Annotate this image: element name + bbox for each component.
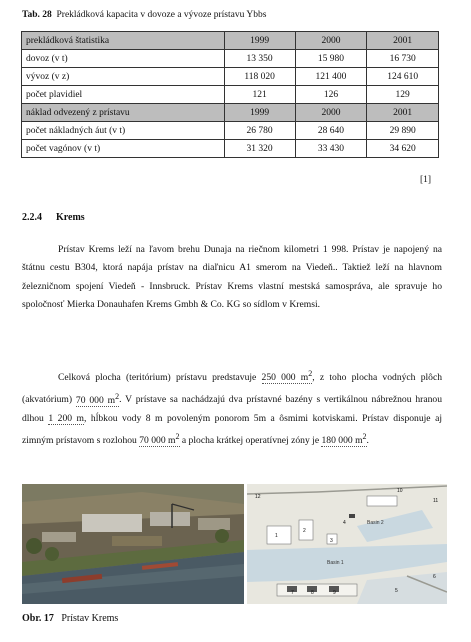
table-header-row — [22, 104, 439, 122]
paragraph-2-text: , hĺbkou vody 8 m povoleným ponorom 5m a ôsmimi kotviskami. Prístav disponuje aj zimným prístavom s rozlohou — [22, 412, 442, 447]
section-number: 2.2.4 — [22, 212, 42, 223]
cell-2000: 2000 — [295, 32, 367, 50]
paragraph-2-text: Celková plocha (teritórium) prístavu predstavuje — [58, 372, 262, 384]
cell-2001: 29 890 — [367, 122, 439, 140]
row-label-cell: prekládková štatistika — [22, 32, 225, 50]
figure-caption-text: Prístav Krems — [61, 613, 119, 624]
cell-1999: 1999 — [224, 104, 295, 122]
table-row — [22, 50, 439, 68]
superscript: 2 — [175, 432, 180, 442]
cell-1999: 31 320 — [224, 140, 295, 158]
quay-length-value: 1 200 m — [48, 412, 85, 424]
map-label-3: 3 — [330, 538, 333, 544]
table-header-row — [22, 32, 439, 50]
water-area-value-text: 70 000 m — [75, 394, 116, 406]
row-label-cell: náklad odvezený z prístavu — [22, 104, 225, 122]
map-label-9: 9 — [333, 590, 336, 596]
map-label-1: 1 — [275, 533, 278, 539]
paragraph-2-text: a plocha krátkej operatívnej zóny je — [179, 435, 322, 447]
cell-2000: 28 640 — [295, 122, 367, 140]
port-map — [247, 484, 447, 604]
paragraph-1: Prístav Krems leží na ľavom brehu Dunaja na riečnom kilometri 1 998. Prístav je napojený na štátnu cestu B304, ktorá napája prístav na diaľnicu A1 smerom na Viedeň.. Taktiež leží na hlavnom železničnom spojení Viedeň - Innsbruck. Prístav Krems vlastní mestská samospráva, ale spravuje ho spoločnosť Mierka Donauhafen Krems Gmbh & Co. KG so sídlom v Kremsi. — [22, 244, 442, 310]
cell-2000: 126 — [295, 86, 367, 104]
row-label-cell: počet vagónov (v t) — [22, 140, 225, 158]
map-label-4: 4 — [343, 520, 346, 526]
operative-zone-text: 180 000 m — [321, 435, 363, 447]
cell-2001: 16 730 — [367, 50, 439, 68]
cell-1999: 13 350 — [224, 50, 295, 68]
port-map-image — [247, 484, 447, 604]
map-label-11: 11 — [433, 498, 439, 504]
cell-2000: 2000 — [295, 104, 367, 122]
table-reference: [1] — [420, 175, 432, 185]
row-label-cell: počet nákladných áut (v t) — [22, 122, 225, 140]
paragraph-2-text: , z toho plocha vodných plôch (akvatórium) — [22, 372, 443, 406]
operative-zone-value — [321, 432, 367, 447]
map-label-7: 7 — [291, 590, 294, 596]
cell-2001: 2001 — [367, 104, 439, 122]
cell-2001: 129 — [367, 86, 439, 104]
cell-2000: 121 400 — [295, 68, 367, 86]
map-label-10: 10 — [397, 488, 403, 494]
aerial-photo-krems-port — [22, 484, 244, 604]
port-statistics-table — [21, 31, 439, 158]
cell-1999: 121 — [224, 86, 295, 104]
superscript: 2 — [362, 432, 367, 442]
row-label-cell: počet plavidiel — [22, 86, 225, 104]
superscript: 2 — [115, 391, 120, 401]
table-row — [22, 68, 439, 86]
table-row — [22, 86, 439, 104]
table-row — [22, 122, 439, 140]
cell-2001: 34 620 — [367, 140, 439, 158]
winter-port-area-text: 70 000 m — [139, 435, 176, 447]
cell-2001: 124 610 — [367, 68, 439, 86]
cell-2001: 2001 — [367, 32, 439, 50]
figure-label: Obr. 17 — [22, 613, 54, 624]
map-label-8: 8 — [311, 590, 314, 596]
map-label-2: 2 — [303, 528, 306, 534]
section-heading — [22, 212, 85, 223]
cell-1999: 26 780 — [224, 122, 295, 140]
figure-caption — [22, 613, 118, 624]
row-label-cell: dovoz (v t) — [22, 50, 225, 68]
aerial-photo-image — [22, 484, 244, 604]
map-label-12: 12 — [255, 494, 261, 500]
superscript: 2 — [308, 369, 313, 378]
water-area-value — [75, 391, 120, 407]
map-label-basin-2: Basin 2 — [367, 520, 384, 526]
area-value-text: 250 000 m — [261, 372, 309, 384]
winter-port-area-value — [139, 432, 180, 447]
row-label-cell: vývoz (v z) — [22, 68, 225, 86]
table-caption-label: Tab. 28 — [22, 10, 52, 20]
cell-1999: 1999 — [224, 32, 295, 50]
map-label-basin-1: Basin 1 — [327, 560, 344, 566]
cell-1999: 118 020 — [224, 68, 295, 86]
table-caption — [22, 10, 266, 20]
paragraph-2 — [22, 365, 442, 451]
section-title: Krems — [56, 212, 85, 223]
table-row — [22, 140, 439, 158]
table-caption-text: Prekládková kapacita v dovoze a vývoze prístavu Ybbs — [56, 10, 267, 20]
map-label-5: 5 — [395, 588, 398, 594]
cell-2000: 33 430 — [295, 140, 367, 158]
cell-2000: 15 980 — [295, 50, 367, 68]
area-value — [261, 369, 313, 384]
map-label-6: 6 — [433, 574, 436, 580]
paragraph-2-text: . — [366, 435, 369, 447]
paragraph-2-text: . V prístave sa nachádzajú dva prístavné bazény s vertikálnou nábrežnou hranou dlhou — [22, 394, 442, 424]
